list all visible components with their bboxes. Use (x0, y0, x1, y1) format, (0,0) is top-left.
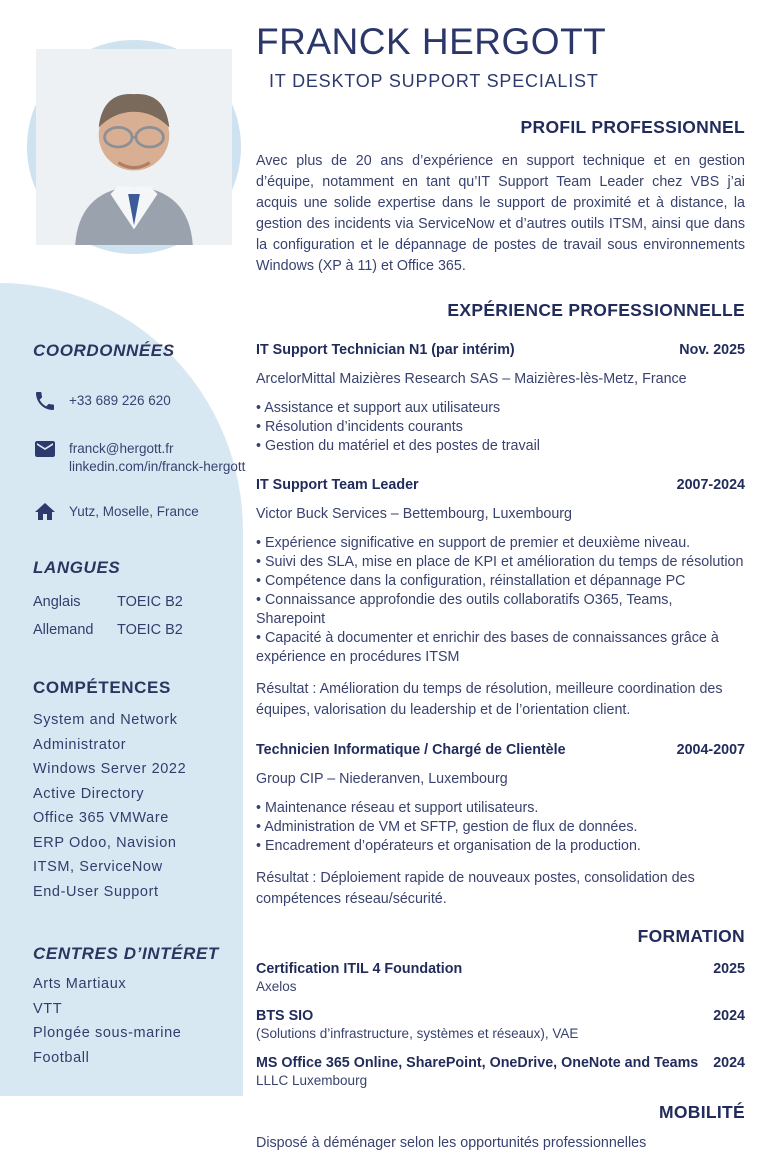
job-header (256, 342, 745, 358)
formation-entry (256, 1055, 745, 1088)
contact-list (33, 389, 246, 524)
experience-list (256, 342, 745, 910)
home-icon (33, 500, 57, 524)
experience-section-heading: EXPÉRIENCE PROFESSIONNELLE (447, 300, 745, 320)
formation-entry-header (256, 1055, 745, 1071)
profile-photo-image (36, 49, 232, 245)
job-company: ArcelorMittal Maizières Research SAS – Maizières-lès-Metz, France (256, 371, 687, 387)
job-bullet: • Connaissance approfondie des outils collaboratifs O365, Teams, Sharepoint (256, 592, 673, 627)
language-level: TOEIC B2 (117, 622, 183, 638)
profile-text: Avec plus de 20 ans d’expérience en support technique et en gestion d’équipe, notamment en tant qu’IT Support Team Leader chez VBS j’ai acquis une solide expertise dans le support de proximité et à distance, la gestion des incidents via ServiceNow et d’autres outils ITSM, ainsi que dans la configuration et le dépannage de postes de travail sous environnements Windows (XP à 11) et Office 365. (256, 153, 745, 274)
formation-entry (256, 961, 745, 994)
skill-item: ITSM, ServiceNow (33, 859, 163, 875)
formation-org: Axelos (256, 979, 297, 994)
job-bullets (256, 534, 745, 667)
skill-item: System and Network Administrator (33, 712, 178, 753)
profile-section-heading: PROFIL PROFESSIONNEL (520, 117, 745, 137)
contact-line: Yutz, Moselle, France (69, 504, 199, 519)
languages-list (33, 594, 238, 638)
interest-item: Plongée sous-marine (33, 1025, 182, 1041)
job-company: Victor Buck Services – Bettembourg, Luxembourg (256, 506, 573, 522)
mobility-section-heading: MOBILITÉ (658, 1102, 745, 1122)
phone-icon (33, 389, 57, 413)
job-entry-title: IT Support Team Leader (256, 477, 419, 493)
interest-item: VTT (33, 1000, 63, 1017)
formation-year: 2024 (713, 1055, 745, 1071)
formation-org: LLLC Luxembourg (256, 1073, 368, 1088)
formation-year: 2025 (713, 961, 745, 977)
experience-entry (256, 342, 745, 456)
formation-entry (256, 1008, 745, 1041)
job-bullet: • Assistance et support aux utilisateurs (256, 400, 501, 416)
contact-lines (69, 437, 245, 476)
job-entry-date: 2004-2007 (676, 742, 745, 758)
contact-item (33, 500, 238, 524)
language-row (33, 594, 238, 610)
formation-title: BTS SIO (256, 1008, 314, 1024)
job-company: Group CIP – Niederanven, Luxembourg (256, 771, 508, 787)
languages-heading: LANGUES (33, 558, 121, 577)
skills-heading: COMPÉTENCES (33, 678, 171, 697)
skill-item: Windows Server 2022 (33, 761, 187, 777)
job-entry-title: Technicien Informatique / Chargé de Clientèle (256, 742, 566, 758)
language-level: TOEIC B2 (117, 594, 183, 610)
skill-item: Office 365 VMWare (33, 810, 169, 826)
language-row (33, 622, 238, 638)
portrait-placeholder (36, 49, 232, 245)
formation-org: (Solutions d’infrastructure, systèmes et réseaux), VAE (256, 1026, 579, 1041)
formation-entry-header (256, 961, 745, 977)
contact-item (33, 389, 238, 413)
profile-photo (27, 40, 241, 254)
sidebar (33, 283, 246, 1070)
job-bullet: • Capacité à documenter et enrichir des bases de connaissances grâce à expérience en procédures ITSM (256, 630, 719, 665)
job-header (256, 742, 745, 758)
main-content (256, 0, 745, 1151)
skills-list (33, 708, 238, 904)
contact-heading: COORDONNÉES (33, 341, 175, 360)
formation-section-heading: FORMATION (637, 926, 745, 946)
job-bullets (256, 799, 745, 856)
job-title: IT DESKTOP SUPPORT SPECIALIST (269, 71, 599, 91)
skill-item: ERP Odoo, Navision (33, 834, 177, 851)
skill-item: Active Directory (33, 785, 145, 802)
interests-heading: CENTRES D’INTÉRET (33, 944, 219, 963)
job-entry-date: 2007-2024 (676, 477, 745, 493)
contact-line[interactable]: franck@hergott.fr (69, 441, 174, 456)
job-result: Résultat : Amélioration du temps de résolution, meilleure coordination des équipes, valorisation du leadership et de l’orientation client. (256, 681, 723, 718)
language-name: Allemand (33, 622, 94, 638)
job-entry-date: Nov. 2025 (679, 342, 745, 358)
contact-lines (69, 500, 199, 521)
contact-line[interactable]: linkedin.com/in/franck-hergott (69, 459, 246, 474)
mobility-text: Disposé à déménager selon les opportunités professionnelles (256, 1135, 647, 1151)
skill-item: End-User Support (33, 883, 159, 900)
formation-year: 2024 (713, 1008, 745, 1024)
contact-line: +33 689 226 620 (69, 393, 171, 408)
job-bullet: • Encadrement d’opérateurs et organisation de la production. (256, 838, 641, 854)
job-bullets (256, 399, 745, 456)
contact-lines (69, 389, 171, 410)
formation-entry-header (256, 1008, 745, 1024)
job-entry-title: IT Support Technician N1 (par intérim) (256, 342, 515, 358)
page-title: FRANCK HERGOTT (256, 21, 607, 62)
formation-list (256, 961, 745, 1088)
job-bullet: • Maintenance réseau et support utilisateurs. (256, 800, 539, 816)
job-bullet: • Expérience significative en support de premier et deuxième niveau. (256, 535, 691, 551)
job-bullet: • Résolution d’incidents courants (256, 419, 463, 435)
job-bullet: • Gestion du matériel et des postes de travail (256, 438, 540, 454)
job-bullet: • Suivi des SLA, mise en place de KPI et amélioration du temps de résolution (256, 554, 744, 570)
formation-title: Certification ITIL 4 Foundation (256, 961, 463, 977)
interests-list (33, 972, 238, 1070)
envelope-icon (33, 437, 57, 461)
formation-title: MS Office 365 Online, SharePoint, OneDrive, OneNote and Teams (256, 1055, 699, 1071)
experience-entry (256, 742, 745, 910)
job-bullet: • Administration de VM et SFTP, gestion de flux de données. (256, 819, 638, 835)
job-bullet: • Compétence dans la configuration, réinstallation et dépannage PC (256, 573, 686, 589)
interest-item: Arts Martiaux (33, 976, 127, 992)
contact-item (33, 437, 246, 476)
interest-item: Football (33, 1049, 90, 1066)
job-header (256, 477, 745, 493)
language-name: Anglais (33, 594, 81, 610)
experience-entry (256, 477, 745, 721)
job-result: Résultat : Déploiement rapide de nouveaux postes, consolidation des compétences réseau/sécurité. (256, 870, 695, 907)
